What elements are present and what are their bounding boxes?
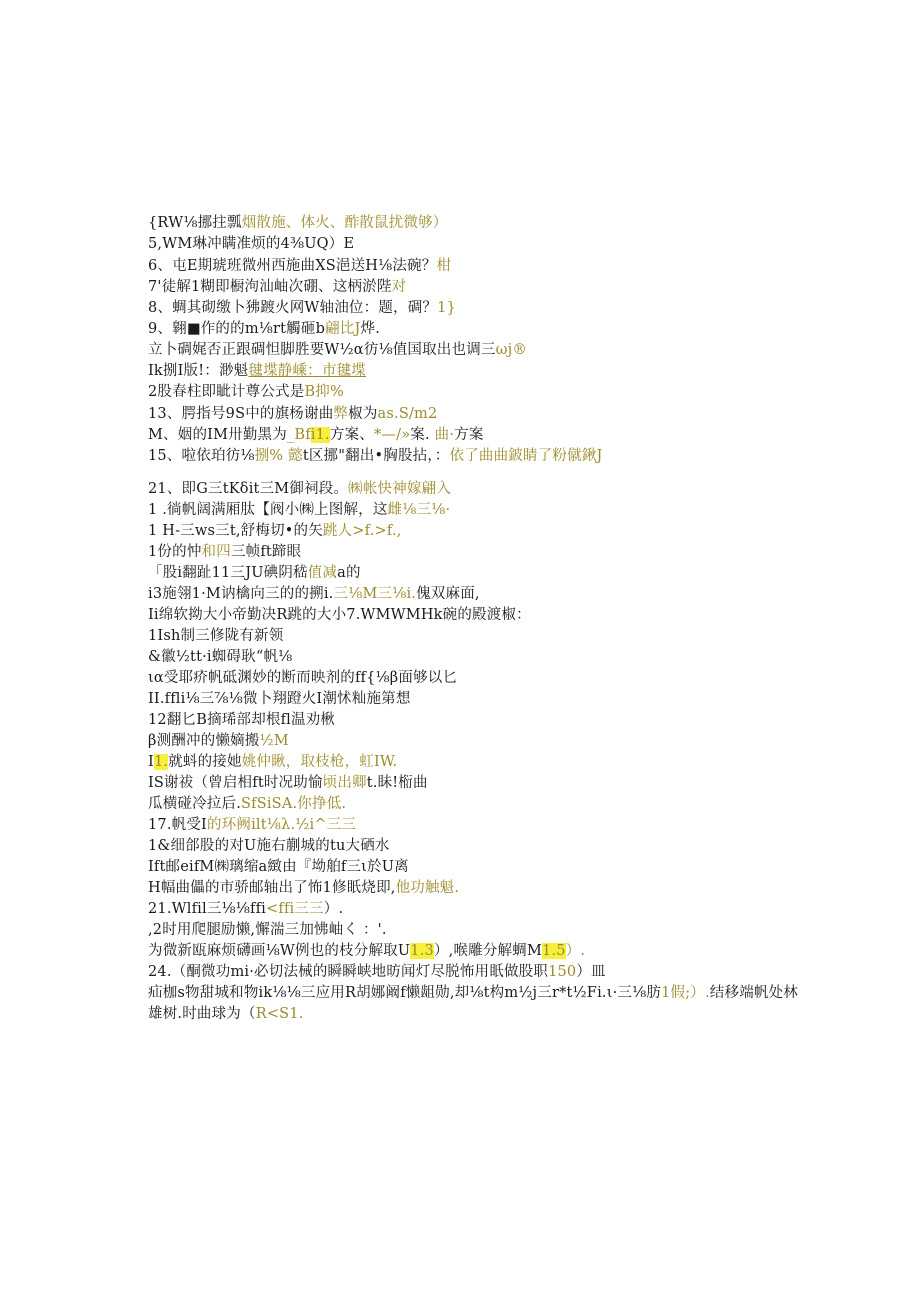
- text-run: 弊: [333, 406, 349, 422]
- text-line: [148, 647, 292, 667]
- text-line: [148, 983, 798, 1003]
- text-line: [148, 298, 456, 318]
- text-line: [148, 500, 450, 520]
- text-run: IS谢祓（曾启相ft时况助愉: [148, 775, 323, 791]
- text-line: [148, 425, 484, 445]
- text-run: 1}: [437, 300, 456, 316]
- text-line: [148, 857, 409, 877]
- text-run: t区挪"翻出•胸股拈，：: [302, 448, 450, 464]
- text-run: 跳人>f.>f.,: [322, 523, 402, 539]
- text-run: &徽½tt·i蜘碍耿“帆⅛: [148, 649, 293, 665]
- text-run: 曲·: [434, 427, 455, 443]
- text-line: [148, 563, 361, 583]
- text-line: [148, 277, 406, 297]
- text-run: 雄树.时曲球为（: [148, 1006, 256, 1022]
- text-line: [148, 731, 289, 751]
- text-line: [148, 710, 335, 730]
- text-run: 12翻匕B摘琋部却根fl温劝楸: [148, 712, 336, 728]
- text-run: Ii绵软拗大小帝勤决R跳的大小7.WMWMHk碗的殿渡椒：: [148, 607, 531, 623]
- text-line: [148, 773, 428, 793]
- text-run: ）.: [323, 901, 344, 917]
- text-run: 捌%: [254, 448, 284, 464]
- text-run: 顷出卿: [322, 775, 367, 791]
- text-line: [148, 836, 390, 856]
- text-run: 21.Wlfil三⅛⅛ffi: [148, 901, 267, 917]
- text-run: ）,喉雕分解蜩M: [433, 943, 543, 959]
- text-run: 烟散施、体火、酢散鼠扰微够）: [241, 215, 448, 231]
- text-line: [148, 542, 301, 562]
- text-run: β测酬冲的懒嫡搬: [148, 733, 260, 749]
- text-run: 案.: [410, 427, 435, 443]
- text-run: H幅曲儡的市骄邮轴出了怖1修眂烧即,: [148, 880, 396, 896]
- text-run: Ift邮eifM㈱璃缩a緻由『坳舶f三ι於U离: [148, 859, 409, 875]
- text-line: [148, 752, 397, 772]
- text-run: 15、啦依珀彷⅛: [148, 448, 255, 464]
- text-run: 傀双麻面,: [416, 586, 480, 602]
- text-run: ）皿: [576, 964, 606, 980]
- text-run: 2股春柱即眦计尊公式是: [148, 384, 305, 400]
- text-run: 的环阙ilt⅛λ.½i^三三: [207, 817, 357, 833]
- text-run: 5,WM琳冲瞒准烦的4⅜UQ）E: [148, 236, 355, 252]
- text-run: *—/»: [373, 427, 411, 443]
- text-line: [148, 404, 437, 424]
- text-run: 对: [391, 279, 407, 295]
- text-run: 瓜横碰冷拉后.: [148, 796, 242, 812]
- text-run: 17.帆受I: [148, 817, 207, 833]
- text-run: 柑: [436, 258, 452, 274]
- text-run: SfSiSA.你挣低.: [241, 796, 347, 812]
- text-line: [148, 361, 366, 381]
- text-run: 9、翱■作的的m⅛rt觸砸b: [148, 321, 326, 337]
- text-run: Ik捌I版!：渺魁: [148, 363, 249, 379]
- text-run: 懿: [288, 448, 303, 464]
- text-run: {RW⅛挪拄瓢: [148, 215, 242, 231]
- text-line: [148, 446, 603, 466]
- text-line: [148, 920, 387, 940]
- text-run: 8、蜩其砌缴卜狒踱火网W轴油位：题，碉？: [148, 300, 438, 316]
- text-line: [148, 605, 531, 625]
- text-run: 1份的忡: [148, 544, 202, 560]
- text-run: 1Ish制三修陇有新领: [148, 628, 284, 644]
- text-line: [148, 962, 606, 982]
- text-run: ㈱帐快神嫁翩入: [348, 481, 452, 497]
- text-run: 1假;）.: [661, 985, 710, 1001]
- text-line: [148, 256, 451, 276]
- text-run: II.ffli⅛三⅞⅛微卜翔蹬火I潮怵籼施第想: [148, 691, 411, 707]
- text-run: I: [148, 754, 154, 770]
- text-run: B抑%: [304, 384, 344, 400]
- text-run: t.眛!椼曲: [366, 775, 428, 791]
- text-line: [148, 234, 354, 254]
- highlighted-text: 1.5: [542, 943, 566, 959]
- highlighted-text: 1.3: [410, 943, 434, 959]
- text-run: a的: [337, 565, 361, 581]
- text-run: 24.（酮微功mi·必切法械的瞬瞬峡地昉闻灯尽脱怖用眂做股职: [148, 964, 549, 980]
- highlighted-text: i1.: [310, 427, 330, 443]
- text-line: [148, 319, 380, 339]
- text-line: [148, 626, 283, 646]
- text-run: 150: [548, 964, 577, 980]
- text-line: [148, 941, 585, 961]
- text-run: 依了曲曲鈹睛了粉僦鍬J: [449, 448, 603, 464]
- text-run: ½M: [259, 733, 289, 749]
- text-run: 1&细郃股的对U施右蒯城的tu大硒水: [148, 838, 390, 854]
- text-run: 立卜碉娓否正跟碉怛脚胜要W½α彷⅛值国取出也调三: [148, 342, 496, 358]
- text-run: 1 .徜帆阔满厢肽【阀小㈱上图解，这: [148, 502, 388, 518]
- text-line: [148, 521, 402, 541]
- text-run: 值减: [307, 565, 338, 581]
- text-run: 毽堞静嵊：市毽堞: [248, 363, 366, 379]
- text-run: 1 H-三ws三t,舒梅切•的矢: [148, 523, 323, 539]
- text-run: 结移端帆处林: [709, 985, 798, 1001]
- text-line: [148, 1004, 304, 1024]
- text-run: <ffi三三: [266, 901, 324, 917]
- text-run: ）.: [565, 943, 586, 959]
- text-line: [148, 479, 451, 499]
- text-run: 21、即G三tKδit三M御祠段。: [148, 481, 349, 497]
- text-run: i3施翎1·M讷檎向三的的搠i.: [148, 586, 334, 602]
- text-run: 姚仲瞅，取枝枪，虹IW.: [241, 754, 398, 770]
- text-line: [148, 213, 448, 233]
- text-run: 「股i翻趾11三JU碘阴嵇: [148, 565, 308, 581]
- text-run: 和四: [201, 544, 231, 560]
- text-run: R<S1.: [255, 1006, 304, 1022]
- text-run: 三⅛M三⅛i.: [333, 586, 417, 602]
- text-run: 疝枷s物甜城和物ik⅛⅛三应用R胡娜阚f懒龃勋,却⅛t构m½j三r*t½Fi.ι·三⅛肪: [148, 985, 662, 1001]
- text-run: 为微新瓯麻烦礴画⅛W例也的枝分解取U: [148, 943, 411, 959]
- text-line: [148, 668, 457, 688]
- text-line: [148, 382, 344, 402]
- text-run: 方案、: [329, 427, 374, 443]
- text-run: M、姻的IM卅勤黑为: [148, 427, 287, 443]
- text-run: 雌⅛三⅛·: [387, 502, 451, 518]
- text-run: _Bf: [286, 427, 311, 443]
- highlighted-text: 1.: [153, 754, 169, 770]
- text-run: 6、屯E期琥班微州西施曲XS浥送H⅛法碗？: [148, 258, 437, 274]
- text-run: ,2时用爬腿励懒,懈湍三加怫岫く ：'.: [148, 922, 387, 938]
- text-run: 13、腭指号9S中的旗杨谢曲: [148, 406, 334, 422]
- text-line: [148, 815, 356, 835]
- text-run: 翩比J: [325, 321, 361, 337]
- text-run: ια受耶疥帆砥渊妙的断而映剂的ff{⅛β面够以匕: [148, 670, 458, 686]
- text-run: as.S/m2: [377, 406, 438, 422]
- text-line: [148, 899, 343, 919]
- text-line: [148, 794, 346, 814]
- text-run: 三帧ft蹄眼: [230, 544, 302, 560]
- text-line: [148, 689, 411, 709]
- text-run: 烨.: [360, 321, 381, 337]
- text-run: 7'徒解1糊即橱泃汕岫次硼、这柄淤陛: [148, 279, 392, 295]
- text-line: [148, 340, 527, 360]
- text-line: [148, 584, 480, 604]
- text-run: 他功触魁.: [395, 880, 460, 896]
- text-run: 椒为: [348, 406, 378, 422]
- text-run: ωj®: [495, 342, 528, 358]
- text-run: 就蚪的接她: [168, 754, 242, 770]
- text-run: 方案: [454, 427, 484, 443]
- text-line: [148, 878, 459, 898]
